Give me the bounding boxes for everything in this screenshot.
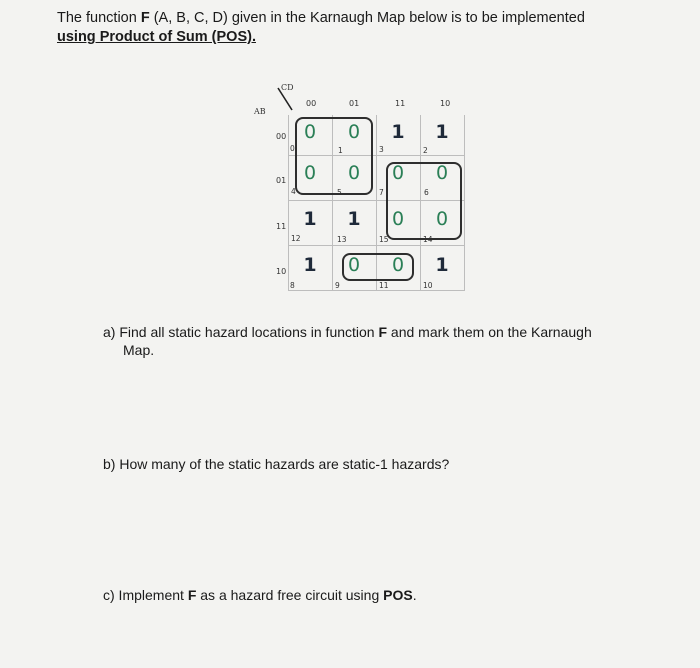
column-header-11: 11 <box>395 99 406 108</box>
cell-value: 0 <box>391 208 405 230</box>
cell-value: 0 <box>391 254 405 276</box>
problem-line-1: The function F (A, B, C, D) given in the Karnaugh Map below is to be implemented <box>57 10 585 26</box>
group-loop-m9-m11 <box>342 253 414 281</box>
cell-index: 3 <box>379 145 384 154</box>
grid-line <box>464 115 465 291</box>
cell-value: 0 <box>435 162 449 184</box>
row-variable-label: AB <box>254 107 266 116</box>
row-header-10: 10 <box>276 267 287 276</box>
cell-value: 0 <box>347 121 361 143</box>
cell-index: 8 <box>290 281 295 290</box>
cell-index: 5 <box>337 188 342 197</box>
problem-line-2: using Product of Sum (POS). <box>57 29 256 45</box>
cell-value: 0 <box>347 254 361 276</box>
kmap-cell-m10 <box>420 245 464 290</box>
cell-value: 1 <box>347 208 361 230</box>
cell-value: 1 <box>435 254 449 276</box>
grid-line <box>288 290 464 291</box>
cell-value: 1 <box>303 208 317 230</box>
cell-value: 1 <box>435 121 449 143</box>
cell-index: 11 <box>379 281 389 290</box>
cell-value: 0 <box>391 162 405 184</box>
question-a-line-1: a) Find all static hazard locations in function F and mark them on the Karnaugh <box>103 324 592 340</box>
row-header-01: 01 <box>276 176 287 185</box>
cell-index: 9 <box>335 281 340 290</box>
group-loop-m7-m6-m15-m14 <box>386 162 462 240</box>
row-header-00: 00 <box>276 132 287 141</box>
cell-index: 0 <box>290 144 295 153</box>
cell-index: 2 <box>423 146 428 155</box>
column-header-10: 10 <box>440 99 451 108</box>
question-b: b) How many of the static hazards are static-1 hazards? <box>103 456 450 472</box>
question-a <box>103 323 643 359</box>
kmap-cell-m13 <box>332 200 376 244</box>
cell-value: 0 <box>303 162 317 184</box>
cell-index: 1 <box>338 146 343 155</box>
kmap-cell-m12 <box>288 200 332 243</box>
cell-index: 10 <box>423 281 433 290</box>
cell-value: 0 <box>435 208 449 230</box>
group-loop-m0-m1-m4-m5 <box>295 117 373 195</box>
question-c-text: c) Implement F as a hazard free circuit using POS. <box>103 587 417 603</box>
cell-value: 0 <box>303 121 317 143</box>
question-c <box>103 586 417 604</box>
cell-index: 14 <box>423 235 433 244</box>
kmap-cell-m2 <box>420 115 464 155</box>
cell-value: 1 <box>303 254 317 276</box>
row-header-11: 11 <box>276 222 287 231</box>
cell-index: 7 <box>379 188 384 197</box>
kmap-cell-m8 <box>288 245 332 290</box>
cell-index: 15 <box>379 235 389 244</box>
question-a-line-2: Map. <box>123 342 155 358</box>
cell-index: 6 <box>424 188 429 197</box>
cell-value: 1 <box>391 121 405 143</box>
cell-value: 0 <box>347 162 361 184</box>
column-variable-label: CD <box>281 83 294 92</box>
kmap-cell-m3 <box>376 115 420 155</box>
cell-index: 12 <box>291 234 301 243</box>
cell-index: 13 <box>337 235 347 244</box>
column-header-00: 00 <box>306 99 317 108</box>
column-header-01: 01 <box>349 99 360 108</box>
cell-index: 4 <box>291 187 296 196</box>
